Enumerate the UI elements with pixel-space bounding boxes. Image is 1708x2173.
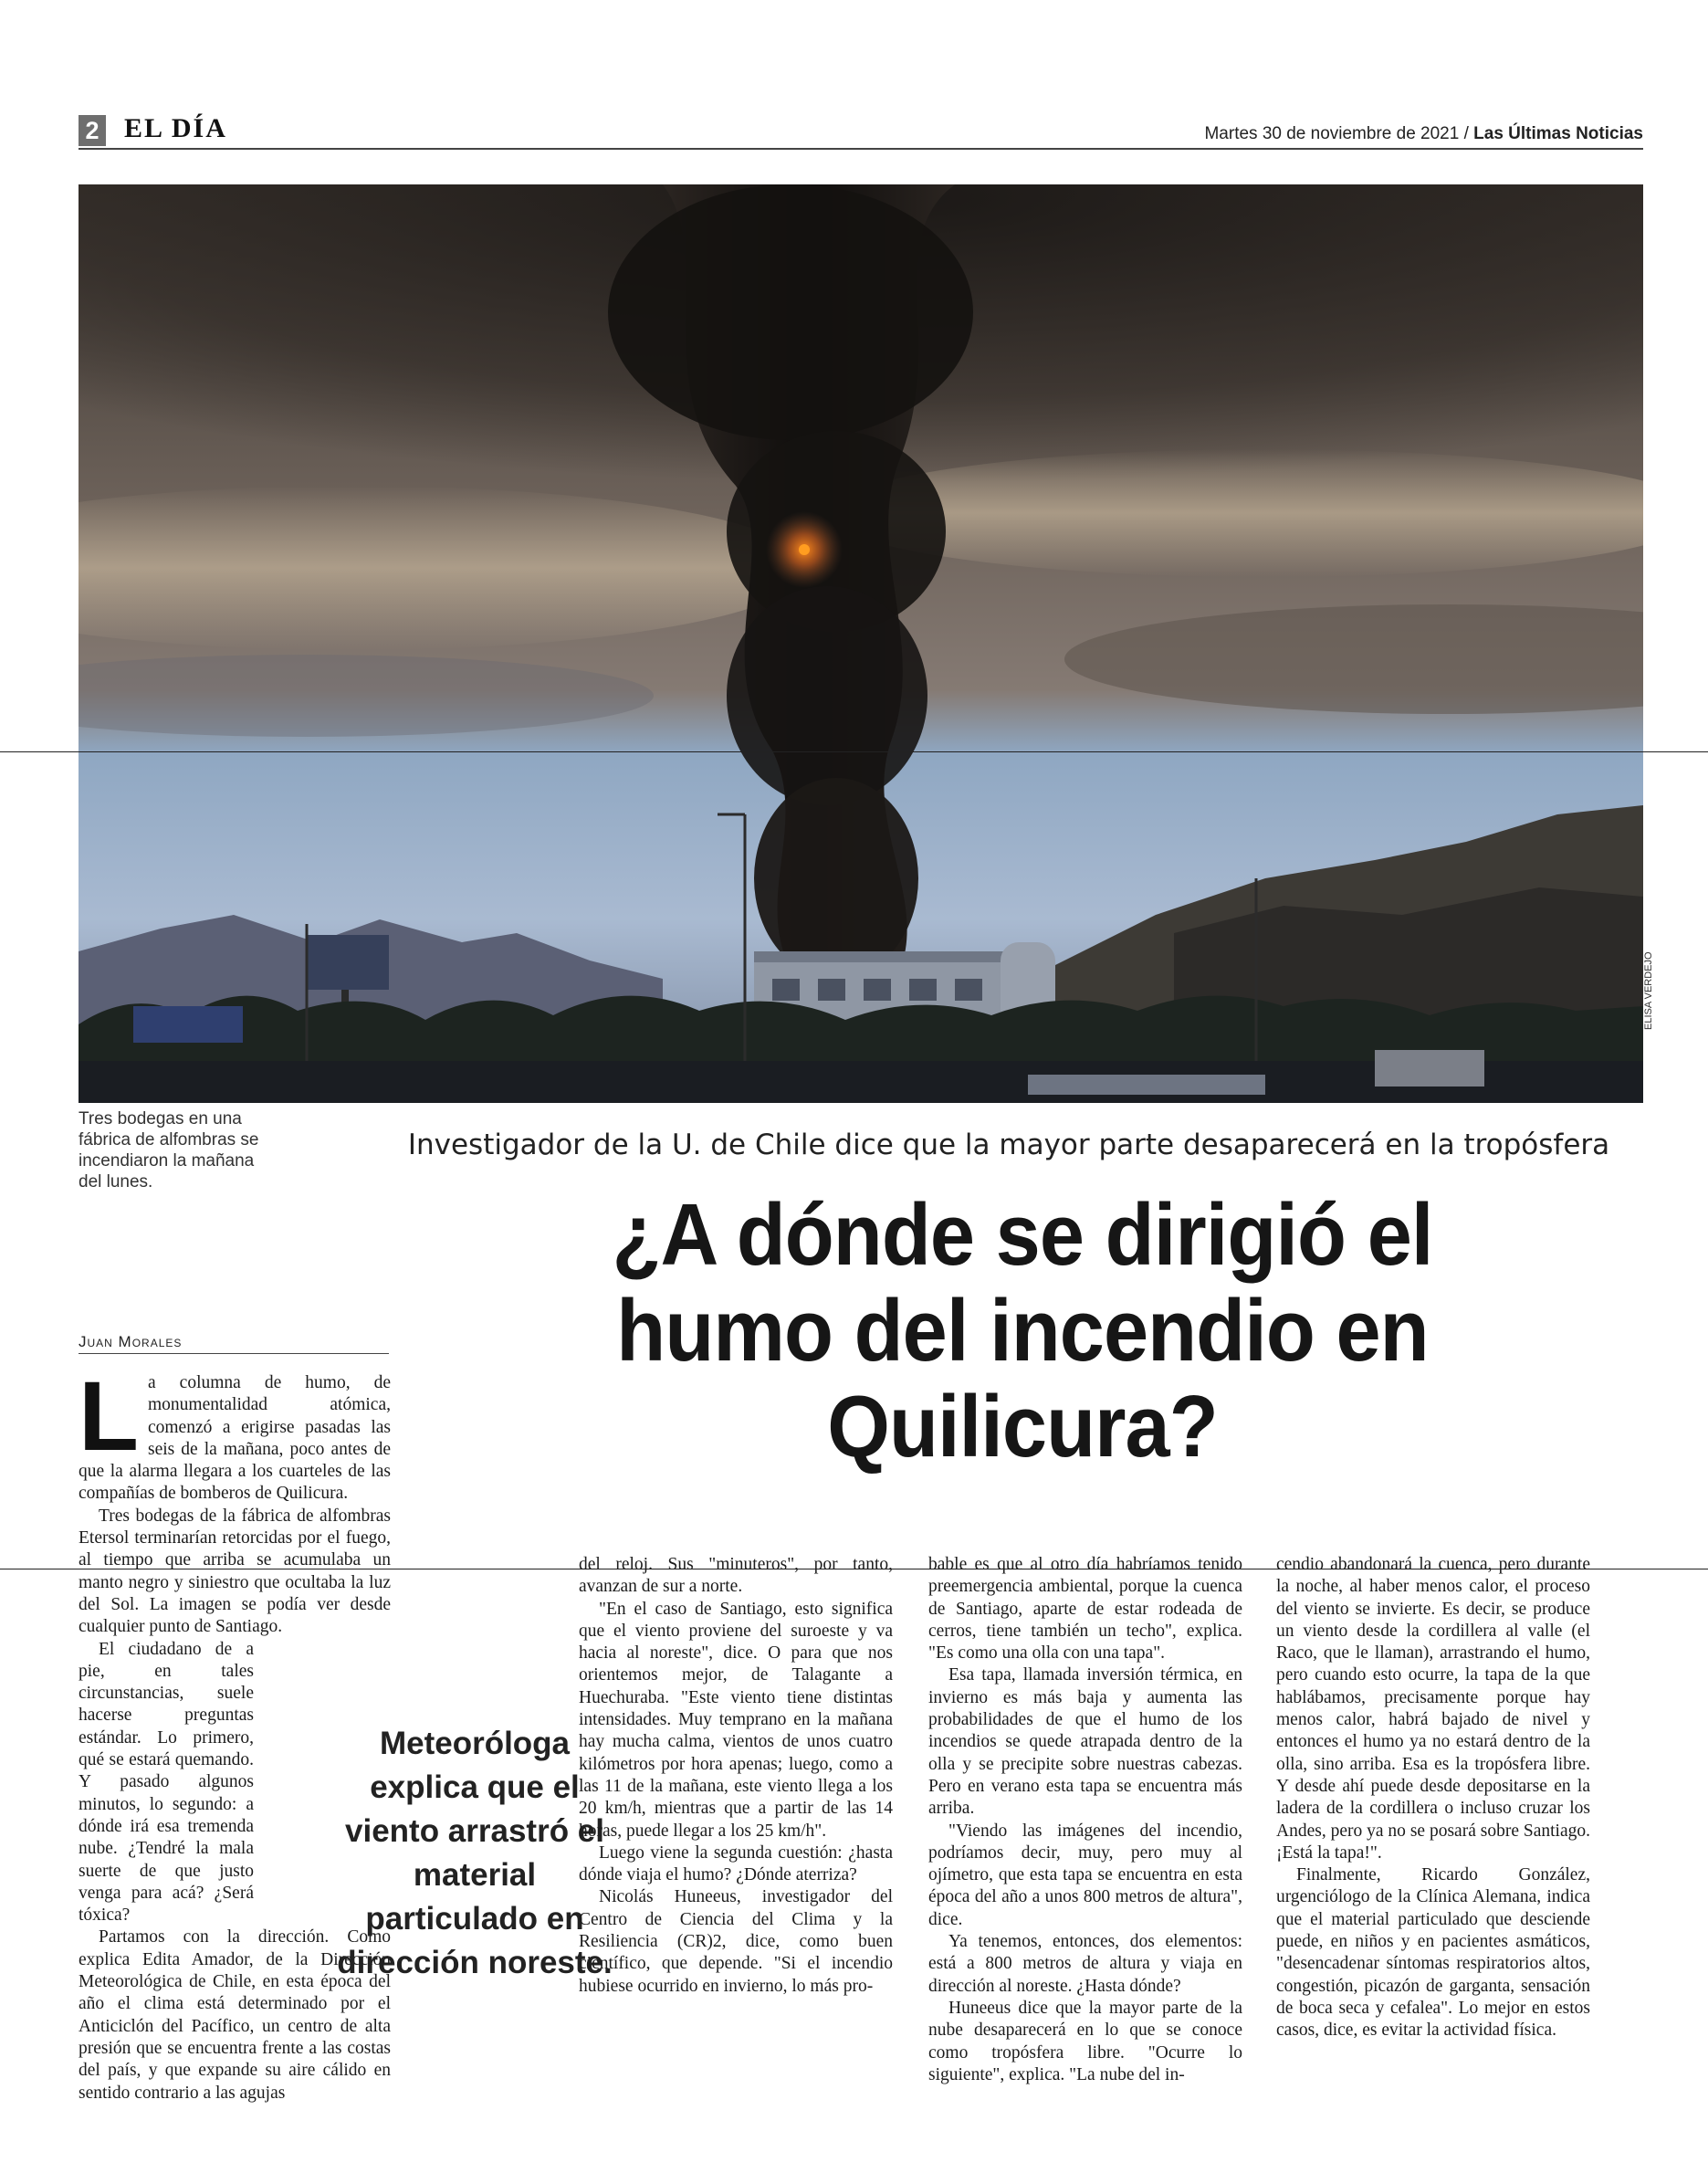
issue-date: Martes 30 de noviembre de 2021	[1204, 124, 1460, 143]
article-paragraph: "En el caso de Santiago, esto significa que el viento proviene del suroeste y va hacia al noreste", dice. O para que nos orientemos mejor, de Talagante a Huechuraba. "Este viento tiene distintas intensidades. Muy temprano en la mañana hay mucha calma, vientos de unos cuatro kilómetros por hora apenas; luego, como a las 11 de la mañana, este viento llega a los 20 km/h, mientras que a partir de las 14 horas, puede llegar a los 25 km/h".	[579, 1599, 893, 1841]
article-paragraph: Huneeus dice que la mayor parte de la nube desaparecerá en lo que se conoce como tropósfera libre. "Ocurre lo siguiente", explica. "La nube del in-	[928, 1998, 1242, 2084]
article-paragraph: Esa tapa, llamada inversión térmica, en invierno es más baja y aumenta las probabilidades de que el humo de los incendios se quede atrapada dentro de la olla y se precipite sobre nuestras cabezas. Pero en verano esta tapa se encuentra más arriba.	[928, 1665, 1242, 1819]
paragraph-text: a columna de humo, de monumentalidad atómica, comenzó a erigirse pasadas las seis de la mañana, poco antes de que la alarma llegara a los cuarteles de las compañías de bomberos de Quilicura.	[79, 1373, 391, 1504]
article-paragraph: cendio abandonará la cuenca, pero durante la noche, al haber menos calor, el proceso del viento se invierte. Es decir, se produce un viento desde la cordillera al valle (el Raco, que le llaman), arrastrando el humo, pero cuando esto ocurre, la tapa de la que hablábamos, precisamente porque hay menos calor, habrá bajado de nivel y entonces el humo ya no estará dentro de la olla, sino arriba. Esa es la tropósfera libre. Y desde ahí puede desde depositarse en la ladera de la cordillera o incluso cruzar los Andes, pero ya no se posará sobre Santiago. ¡Está la tapa!".	[1276, 1555, 1590, 1863]
article-paragraph: bable es que al otro día habríamos tenido preemergencia ambiental, porque la cuenca de Santiago, aparte de estar rodeada de cerros, tiene también un techo", explica. "Es como una olla con una tapa".	[928, 1555, 1242, 1664]
article-column-4	[1276, 1554, 1590, 2042]
article-paragraph: Tres bodegas de la fábrica de alfombras Etersol terminarían retorcidas por el fuego, al tiempo que arriba se acumulaba un manto negro y siniestro que ocultaba la luz del Sol. La imagen se podía ver desde cualquier punto de Santiago.	[79, 1506, 391, 1637]
headline: ¿A dónde se dirigió el humo del incendio en Quilicura?	[612, 1186, 1433, 1475]
article-paragraph: del reloj. Sus "minuteros", por tanto, avanzan de sur a norte.	[579, 1555, 893, 1597]
article-paragraph: Luego viene la segunda cuestión: ¿hasta dónde viaja el humo? ¿Dónde aterriza?	[579, 1842, 893, 1885]
photo-illustration	[79, 184, 1643, 1103]
article-paragraph: Partamos con la dirección. Como explica Edita Amador, de la Dirección Meteorológica de Chile, en esta época del año el clima está determinado por el Anticiclón del Pacífico, un centro de alta presión que se encuentra frente a las costas del país, y que expande su aire cálido en sentido contrario a las agujas	[79, 1927, 391, 2103]
drop-cap: L	[79, 1360, 139, 1471]
photo-caption: Tres bodegas en una fábrica de alfombras se incendiaron la mañana del lunes.	[79, 1109, 259, 1191]
article-paragraph: Nicolás Huneeus, investigador del Centro de Ciencia del Clima y la Resiliencia (CR)2, dice, como buen científico, que depende. "Si el incendio hubiese ocurrido en invierno, lo más pro-	[579, 1887, 893, 1996]
author-name: Juan Morales	[79, 1333, 183, 1350]
pull-quote: Meteoróloga explica que el viento arrastró el material particulado en dirección noreste.	[337, 1726, 613, 1980]
dateline-separator: /	[1459, 124, 1474, 143]
photo-credit: ELISA VERDEJO	[1643, 951, 1654, 1030]
article-paragraph: El ciudadano de a pie, en tales circunstancias, suele hacerse preguntas estándar. Lo primero, qué se estará quemando. Y pasado algunos minutos, lo segundo: a dónde irá esa tremenda nube. ¿Tendré la mala suerte de que justo venga para acá? ¿Será tóxica?	[79, 1639, 254, 1926]
header-rule	[79, 148, 1643, 150]
page-number: 2	[79, 115, 106, 146]
article-paragraph	[79, 1360, 391, 1506]
article-column-3	[928, 1554, 1242, 2086]
byline	[79, 1333, 389, 1354]
publication-name: Las Últimas Noticias	[1473, 124, 1643, 143]
article-paragraph: Finalmente, Ricardo González, urgenciólogo de la Clínica Alemana, indica que el material particulado que desciende puede, en niños y en pacientes asmáticos, "desencadenar síntomas respiratorios altos, congestión, picazón de garganta, sensación de boca seca y cefalea". Lo mejor en estos casos, dice, es evitar la actividad física.	[1276, 1865, 1590, 2041]
fire-smoke-photo	[79, 184, 1643, 1103]
kicker: Investigador de la U. de Chile dice que la mayor parte desaparecerá en la tropósfera	[407, 1128, 1610, 1161]
dateline	[1204, 124, 1643, 144]
section-title: EL DÍA	[124, 113, 227, 143]
article-paragraph: Ya tenemos, entonces, dos elementos: está a 800 metros de altura y viaja en dirección al noreste. ¿Hasta dónde?	[928, 1932, 1242, 1996]
fold-line-upper	[0, 751, 1708, 752]
article-paragraph: "Viendo las imágenes del incendio, podríamos decir, muy, pero muy al ojímetro, que esta tapa se encuentra en esta época del año a unos 800 metros de altura", dice.	[928, 1821, 1242, 1929]
article-column-2	[579, 1554, 893, 1998]
